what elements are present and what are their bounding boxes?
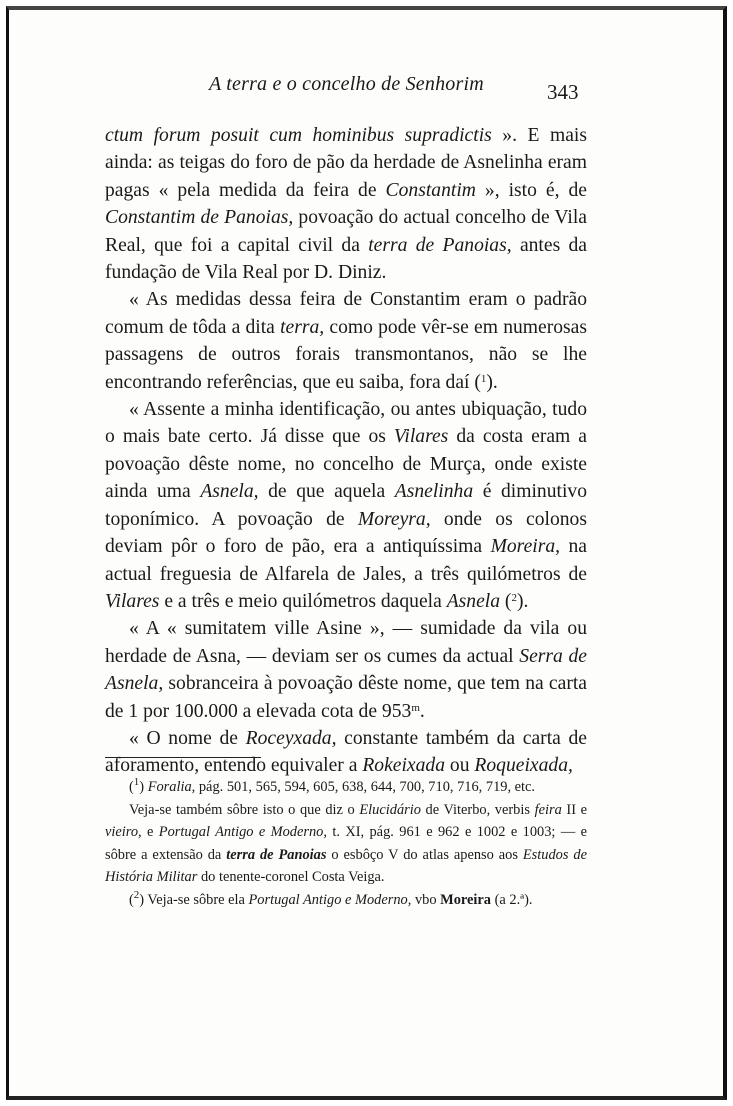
text-run: onde os colonos deviam pôr o foro de pão, era a antiquíssima [105, 508, 587, 558]
text-run: ) Veja-se sôbre ela [139, 891, 249, 908]
text-run: Foralia, [147, 779, 196, 795]
text-run: constante também da carta de aforamento, entendo equivaler a [105, 727, 587, 777]
text-run: Moreira [440, 891, 491, 908]
paragraph [105, 122, 587, 286]
text-run: da costa eram a povoação dêste nome, no concelho de Murça, onde existe ainda uma [105, 426, 588, 503]
footnote [105, 889, 587, 912]
text-run: terra de Panoias [226, 846, 327, 863]
footnote [105, 776, 587, 799]
text-run: ). [516, 590, 529, 612]
text-run: Moreira, [490, 536, 561, 558]
text-run: Asnela [446, 590, 501, 612]
text-run: ( [129, 891, 134, 908]
text-run: ou [445, 755, 475, 777]
text-run: terra, [280, 316, 325, 338]
text-run: sobranceira à povoação dêste nome, que tem na carta de 1 por 100.000 a elevada cota de 953 [105, 673, 587, 722]
text-run: de Viterbo, verbis [420, 801, 535, 818]
footnotes [105, 776, 587, 911]
text-run: Estudos de História Militar [105, 846, 587, 885]
text-run: Roqueixada, [474, 755, 573, 777]
text-run: Vilares [393, 426, 449, 448]
text-run: Moreyra, [357, 508, 431, 530]
paragraph [105, 615, 587, 725]
text-run: ». E mais ainda: as teigas do foro de pão da herdade de Asnelinha eram pagas « pela medida da feira de [105, 125, 587, 201]
text-run: (a 2.ª). [491, 891, 533, 908]
note-marker: 2 [133, 888, 140, 901]
text-run: ( [500, 590, 512, 612]
text-run: terra de Panoias, [368, 234, 512, 256]
note-marker: m [411, 701, 420, 714]
footnote-rule [105, 757, 261, 758]
text-run: . [419, 700, 425, 722]
paragraph [105, 286, 587, 396]
text-run: vieiro, [105, 824, 142, 840]
text-run: Veja-se também sôbre isto o que diz o [129, 801, 360, 818]
text-run: feira [534, 801, 562, 818]
note-marker: 1 [480, 372, 487, 385]
note-marker: 1 [133, 776, 140, 788]
note-marker: 2 [511, 591, 517, 604]
text-run: povoação do actual concelho de Vila Real, que foi a capital civil da [105, 207, 587, 256]
text-run: ) [139, 779, 148, 795]
text-run: Serra de Asnela, [105, 645, 587, 695]
text-run: Rokeixada [362, 755, 446, 777]
body-text [105, 122, 587, 780]
paragraph [105, 396, 587, 615]
text-run: do tenente-coronel Costa Veiga. [197, 869, 385, 885]
text-run: « O nome de [129, 727, 246, 749]
text-run: antes da fundação de Vila Real por D. Diniz. [105, 234, 587, 284]
page-number: 343 [547, 80, 579, 104]
text-run: « A « sumitatem ville Asine », — sumidade da vila ou herdade de Asna, — deviam ser os cumes da actual [105, 618, 587, 667]
text-run: Constantim de Panoias, [105, 207, 294, 229]
text-run: ( [129, 779, 134, 795]
book-page [6, 6, 727, 1100]
text-run: o esbôço V do atlas apenso aos [326, 846, 523, 863]
text-run: pág. 501, 565, 594, 605, 638, 644, 700, 710, 716, 719, etc. [195, 779, 536, 795]
text-run: « As medidas dessa feira de Constantim eram o padrão comum de tôda a dita [105, 289, 587, 338]
text-run: Elucidário [359, 801, 421, 818]
text-run: Portugal Antigo e Moderno, [248, 891, 412, 908]
text-run: « Assente a minha identificação, ou antes ubiquação, tudo o mais bate certo. Já disse que os [105, 399, 587, 448]
text-run: como pode vêr-se em numerosas passagens de outros forais transmontanos, não se lhe encontrando referências, que eu saiba, fora daí ( [105, 316, 587, 393]
text-run: Vilares [105, 590, 160, 612]
text-run: Roceyxada, [245, 727, 337, 749]
text-run: ). [486, 371, 498, 393]
text-run: », isto é, de [475, 179, 587, 201]
text-run: Asnela, [200, 481, 259, 503]
text-run: e [141, 824, 159, 840]
text-run: vbo [411, 891, 441, 908]
text-run: ctum forum posuit cum hominibus supradictis [105, 125, 492, 146]
text-run: de que aquela [258, 481, 395, 503]
footnote [105, 799, 587, 889]
text-run: e a três e meio quilómetros daquela [159, 590, 447, 612]
text-run: t. XI, pág. 961 e 962 e 1002 e 1003; — e sôbre a extensão da [105, 824, 587, 863]
text-run: Constantim [385, 179, 476, 201]
text-run: é diminutivo toponímico. A povoação de [105, 481, 588, 530]
running-title: A terra e o concelho de Senhorim [209, 73, 484, 95]
text-run: II e [561, 801, 588, 818]
text-run: Asnelinha [394, 481, 474, 503]
text-run: Portugal Antigo e Moderno, [158, 824, 327, 840]
text-run: na actual freguesia de Alfarela de Jales, a três quilómetros de [105, 536, 587, 585]
paragraph [105, 725, 587, 780]
